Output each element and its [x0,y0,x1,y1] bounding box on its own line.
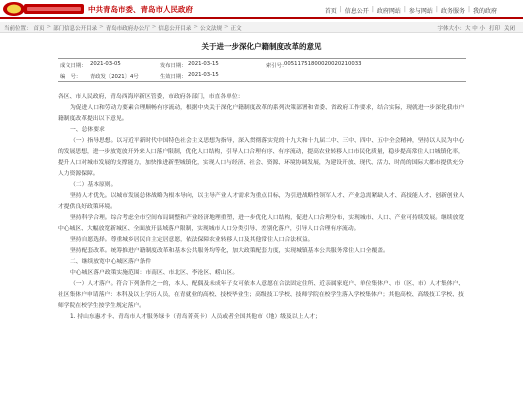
body-paragraph: （一）指导思想。以习近平新时代中国特色社会主义思想为指导，深入贯彻落实党的十九大和十九届二中、三中、四中、五中全会精神，坚持以人民为中心的发展思想，进一步放宽放开外来人口落户限制，优化人口结构，引导人口合理有序、有序流动，提高农业转移人口市民化质量，稳步提高常住人口城镇化率，提升人口对城市发展的支撑能力，加快推进新型城镇化，实现人口与经济、社会、资源、环境协调发展，为建设开放、现代、活力、时尚的国际大都市提供充分人力资源保障。 [58,138,465,177]
meta-date-label: 成文日期： [60,63,87,69]
nav-my-gov[interactable]: 我的政府 [472,8,497,15]
meta-doc-no-label: 编 号： [60,74,82,80]
body-paragraph: 中心城区落户政策实施范围：市南区、市北区、李沧区、崂山区。 [70,270,239,276]
meta-effective-value: 2021-03-15 [188,72,219,78]
breadcrumb-home[interactable]: 首页 [33,26,45,32]
salutation: 各区、市人民政府，青岛西海岸新区管委，市政府各部门，市直各单位： [58,94,244,100]
meta-index-value: 00511751800020020210033 [284,61,362,67]
breadcrumb-arrow: > [99,24,104,30]
meta-doc-no-value: 青政发〔2021〕4号 [90,74,139,80]
body-paragraph: （一）人才落户。符合下列条件之一的，本人、配偶及未成年子女可依本人意愿在合法固定住所、近亲属家庭户、单位集体户、市（区、市）人才集体户、社区集体户申请落户：本科及以上学历人员，在青就业的高校、技校毕业生；高级技工学校、技师学院在校学生落入学校集体户；其他高校、高级技工学校、技师学院在校学生按学生规定落户。 [58,281,465,309]
nav-services[interactable]: 政务服务 [440,8,465,15]
nav-participate[interactable]: 参与网站 [408,8,433,15]
breadcrumb-prefix: 当前位置： [4,26,32,32]
nav-info-public[interactable]: 信息公开 [344,8,369,15]
breadcrumb-info-catalog[interactable]: 信息公开目录 [158,26,192,32]
subsection-heading: （二）基本原则。 [70,182,117,188]
font-size-control[interactable]: 字体大小：大 中 小 [437,26,485,32]
top-nav [325,6,497,15]
body-paragraph: 坚持人才优先。以城市发展总体战略为根本导向，以主导产业人才需求为重点目标，为引进战略性领军人才、产业急需紧缺人才、高技能人才、创新创业人才提供良好政策环境。 [58,193,465,210]
nav-gov-site[interactable]: 政府网站 [376,8,401,15]
site-title: 中共青岛市委、青岛市人民政府 [88,5,193,14]
nav-separator: | [435,6,438,13]
breadcrumb-catalog[interactable]: 部门信息公开目录 [53,26,98,32]
body-paragraph: 坚持配套改革。统筹推进户籍制度改革和基本公共服务均等化，加大政策配套力度，实现城镇基本公共服务常住人口全覆盖。 [70,248,389,254]
document-body [58,92,468,323]
nav-separator: | [403,6,406,13]
meta-row [58,70,466,81]
nav-separator: | [339,6,342,13]
nav-separator: | [371,6,374,13]
meta-publish-value: 2021-03-15 [188,61,219,67]
breadcrumb-arrow: > [193,24,199,30]
breadcrumb-arrow: > [224,24,229,30]
section-heading: 二、继续放宽中心城区落户条件 [70,259,152,265]
section-heading: 一、总体要求 [70,127,105,133]
breadcrumb-office[interactable]: 青岛市政府办公厅 [105,26,150,32]
meta-row [58,59,466,70]
body-paragraph: 为促进人口和劳动力要素合理顺畅有序流动，根据中央关于深化户籍制度改革的系列决策部署和省委、省政府工作要求，结合实际，现就进一步深化我市户籍制度改革提出以下意见。 [58,105,465,122]
meta-date-value: 2021-03-05 [90,61,121,67]
document-title: 关于进一步深化户籍制度改革的意见 [201,42,322,51]
body-paragraph: 1. 持山东惠才卡、青岛市人才服务绿卡（青岛菁英卡）人员或者全国其他市（地）级及以上人才； [70,314,321,320]
body-paragraph: 坚持科学合理。综合考虑全市空间布局调整和产业经济地理重塑，进一步优化人口结构，促进人口合理分布，实现城市、人口、产业可持续发展。继续放宽中心城区、大幅放宽新城区、全面放开县域落户限制，实现城市人口分类引导、差别化落户，引导人口合理有序流动。 [58,215,465,232]
close-button[interactable]: 关闭 [503,26,515,32]
nav-home[interactable]: 首页 [324,8,337,15]
page-tools [437,24,515,32]
site-header [0,0,523,19]
document-meta-table [58,58,466,82]
nav-separator: | [467,6,470,13]
body-paragraph: 坚持自愿选择。尊重城乡居民自主定居意愿，依法保障农业转移人口及其他常住人口合法权益。 [70,237,314,243]
meta-publish-label: 发布日期： [160,63,187,69]
print-button[interactable]: 打印 [488,26,500,32]
breadcrumb-arrow: > [151,24,157,30]
breadcrumb-arrow: > [46,24,52,30]
breadcrumb-regulations[interactable]: 公文法规 [200,26,223,32]
breadcrumb [4,24,242,32]
site-logo[interactable] [2,1,86,17]
breadcrumb-bar [0,22,523,33]
breadcrumb-current: 正文 [230,26,242,32]
meta-index-label: 索引号： [266,63,288,69]
meta-effective-label: 生效日期： [160,74,187,80]
